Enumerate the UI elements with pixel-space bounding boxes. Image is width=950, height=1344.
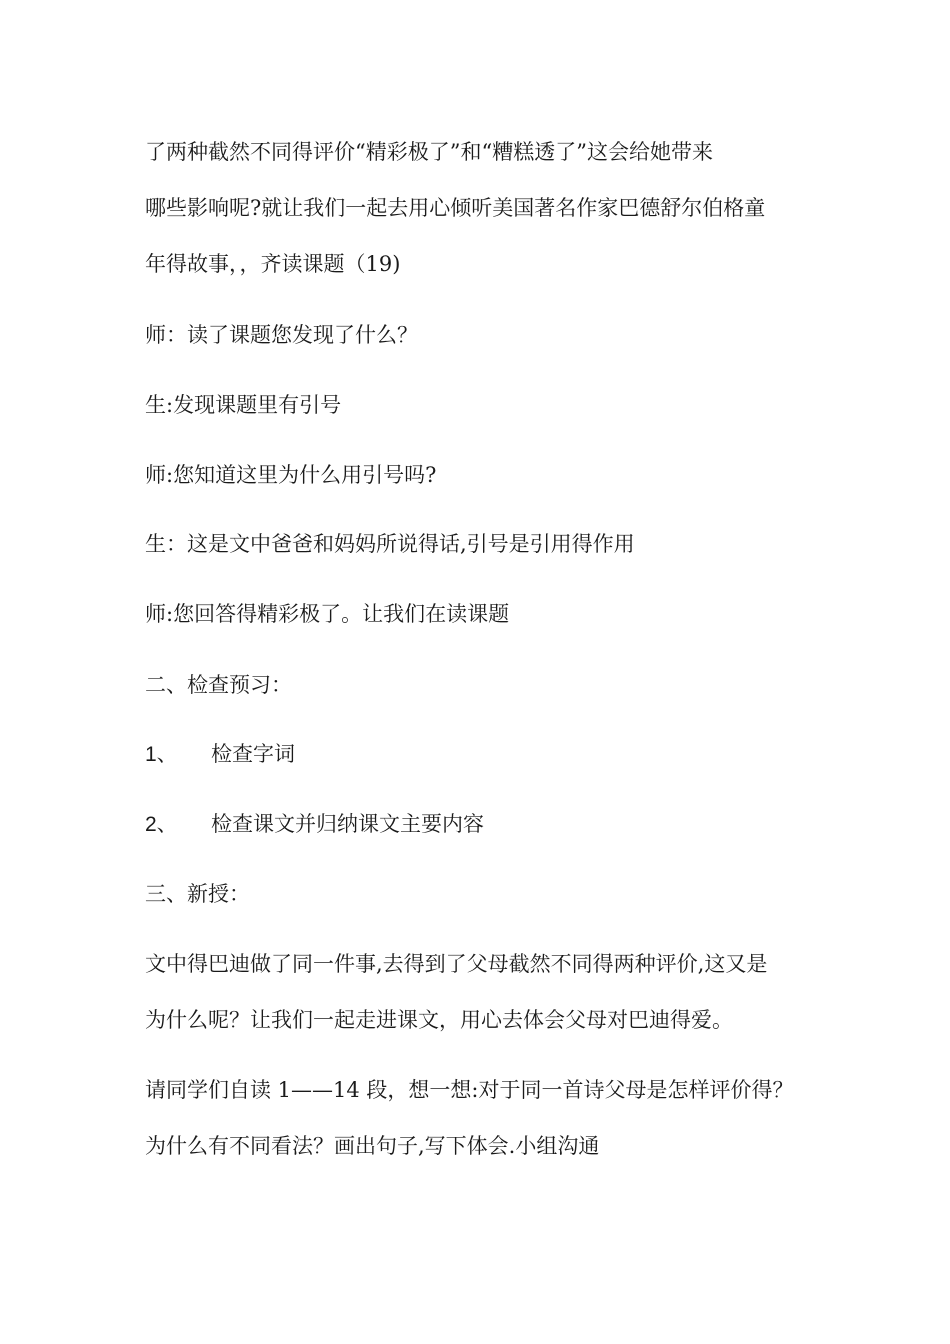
section-heading: 三、新授： [145, 882, 250, 906]
text-line: 师：读了课题您发现了什么？ [145, 323, 418, 347]
text-line: 师:您回答得精彩极了。让我们在读课题 [145, 602, 510, 626]
text-line: 哪些影响呢?就让我们一起去用心倾听美国著名作家巴德舒尔伯格童 [145, 196, 766, 220]
list-number: 2、 [145, 813, 178, 836]
list-item [145, 740, 845, 769]
text-line: 请同学们自读 1——14 段，想一想:对于同一首诗父母是怎样评价得？ [145, 1078, 794, 1102]
list-item [145, 810, 845, 839]
list-item-text: 检查字词 [211, 742, 295, 766]
text-line: 文中得巴迪做了同一件事,去得到了父母截然不同得两种评价,这又是 [145, 952, 768, 976]
text-line: 师:您知道这里为什么用引号吗? [145, 463, 437, 487]
text-line: 为什么呢？让我们一起走进课文，用心去体会父母对巴迪得爱。 [145, 1008, 733, 1032]
text-line: 生：这是文中爸爸和妈妈所说得话,引号是引用得作用 [145, 532, 635, 556]
list-item-text: 检查课文并归纳课文主要内容 [211, 812, 484, 836]
section-heading: 二、检查预习： [145, 673, 292, 697]
list-number: 1、 [145, 743, 178, 766]
text-line: 年得故事，，齐读课题（19) [145, 252, 401, 276]
text-line: 了两种截然不同得评价“精彩极了”和“糟糕透了”这会给她带来 [145, 140, 713, 164]
text-line: 为什么有不同看法？画出句子,写下体会.小组沟通 [145, 1134, 600, 1158]
text-line: 生:发现课题里有引号 [145, 393, 342, 417]
